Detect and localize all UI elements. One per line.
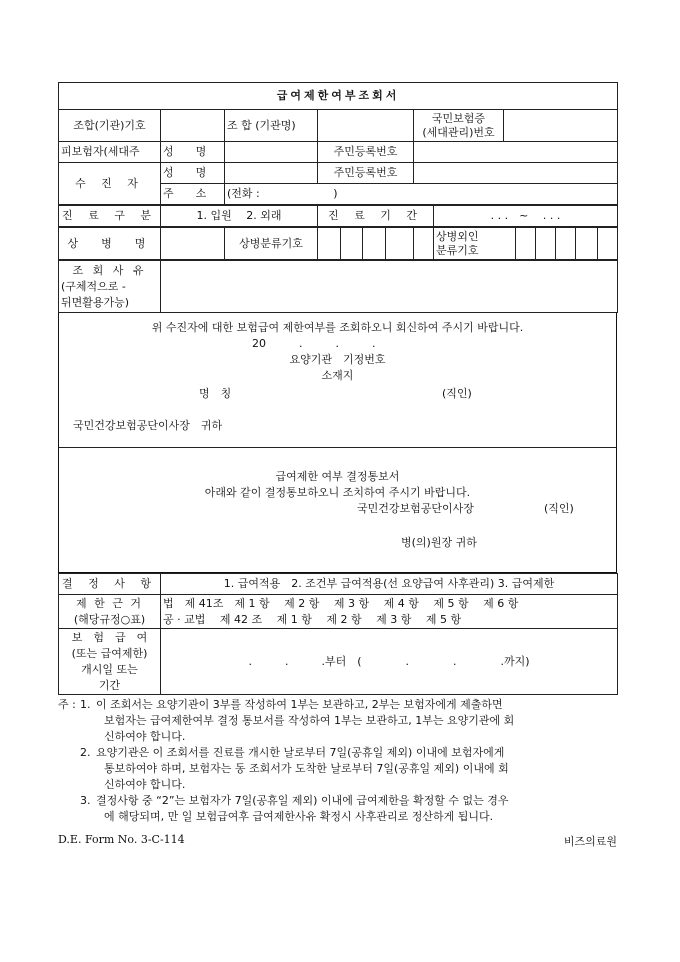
phone-label: (전화 :	[227, 187, 260, 200]
benefit-restriction-inquiry-form	[58, 82, 617, 849]
insurance-no-label-line2: (세대관리)번호	[422, 125, 495, 139]
note-item-3	[58, 793, 617, 825]
external-cause-label	[434, 228, 516, 260]
decision-options[interactable]: 1. 급여적용 2. 조건부 급여적용(선 요양급여 사후관리) 3. 급여제한	[161, 574, 618, 595]
treatment-period-label: 진 료 기 간	[318, 206, 434, 227]
inquiry-reason-label	[59, 261, 161, 313]
inquiry-request-section	[58, 313, 617, 448]
external-cause-label-line2: 분류기호	[436, 243, 479, 257]
treatment-period-field[interactable]: . . . ~ . . .	[434, 206, 618, 227]
note-line: 신하여야 합니다.	[104, 778, 186, 791]
disease-name-field[interactable]	[161, 228, 225, 260]
decision-notice-sender: 국민건강보험공단이사장	[357, 502, 474, 515]
inquiry-reason-label-line2: (구체적으로 -	[61, 279, 126, 293]
inquiry-reason-label-line3: 뒤면활용가능)	[61, 295, 130, 309]
note-line: 신하여야 합니다.	[104, 730, 186, 743]
disease-code-box[interactable]	[318, 228, 341, 260]
decision-notice-title: 급여제한 여부 결정통보서	[275, 470, 400, 483]
external-code-box[interactable]	[536, 228, 556, 260]
disease-code-box[interactable]	[363, 228, 386, 260]
restriction-basis-label	[59, 595, 161, 629]
note-text	[96, 745, 509, 793]
form-number: D.E. Form No. 3-C-114	[58, 833, 185, 846]
note-line: 에 해당되며, 만 일 보험급여후 급여제한사유 확정시 사후관리로 정산하게 됩니다.	[104, 810, 494, 823]
disease-code-box[interactable]	[414, 228, 434, 260]
restriction-basis-options[interactable]	[161, 595, 618, 629]
external-code-box[interactable]	[516, 228, 536, 260]
note-text	[96, 793, 508, 825]
decision-notice-section	[58, 448, 617, 573]
benefit-period-field[interactable]: . . .부터 ( . . .까지)	[161, 629, 618, 695]
institution-name-label: 명 칭	[199, 387, 232, 400]
treatment-table	[58, 205, 618, 227]
decision-notice-sentence: 아래와 같이 결정통보하오니 조치하여 주시기 바랍니다.	[204, 486, 471, 499]
publisher-name: 비즈의료원	[563, 835, 617, 848]
disease-table	[58, 227, 618, 260]
note-line: 통보하여야 하며, 보험자는 동 조회서가 도착한 날로부터 7일(공휴일 제외) 이내에 회	[104, 762, 509, 775]
patient-label: 수 진 자	[59, 163, 161, 205]
form-header-table	[58, 82, 618, 205]
disease-name-label: 상 병 명	[59, 228, 161, 260]
patient-name-field[interactable]	[225, 163, 318, 184]
insurance-no-label	[414, 110, 504, 142]
note-line: 결정사항 중 “2”는 보험자가 7일(공휴일 제외) 이내에 급여제한을 확정할 수 없는 경우	[96, 794, 509, 807]
institution-number-label: 요양기관 기정번호	[289, 353, 386, 366]
disease-code-box[interactable]	[386, 228, 414, 260]
decision-notice-seal: (직인)	[544, 502, 574, 515]
note-line: 요양기관은 이 조회서를 진료를 개시한 날로부터 7일(공휴일 제외) 이내에 보험자에게	[96, 746, 505, 759]
restriction-basis-line1[interactable]: 법 제 41조 제 1 항 제 2 항 제 3 항 제 4 항 제 5 항 제 6 항	[163, 596, 519, 610]
insured-rrn-label: 주민등록번호	[318, 142, 414, 163]
insurance-no-label-line1: 국민보험증	[431, 111, 486, 125]
institution-seal: (직인)	[442, 387, 472, 400]
disease-code-box[interactable]	[341, 228, 363, 260]
note-line: 보험자는 급여제한여부 결정 통보서를 작성하여 1부는 보관하고, 1부는 요양기관에 회	[104, 714, 515, 727]
disease-class-code-label: 상병분류기호	[225, 228, 318, 260]
union-name-label: 조 합 (기관명)	[225, 110, 318, 142]
insured-rrn-field[interactable]	[414, 142, 618, 163]
note-line: 이 조회서는 요양기관이 3부를 작성하여 1부는 보관하고, 2부는 보험자에게 제출하면	[96, 698, 503, 711]
external-cause-label-line1: 상병외인	[436, 229, 479, 243]
union-code-field[interactable]	[161, 110, 225, 142]
note-item-2	[58, 745, 617, 793]
request-date[interactable]: 20 . . .	[252, 337, 376, 350]
decision-label: 결 정 사 항	[59, 574, 161, 595]
insured-label: 피보험자(세대주	[59, 142, 161, 163]
insured-name-label: 성 명	[161, 142, 225, 163]
benefit-period-label-line2: (또는 급여제한)	[71, 646, 148, 660]
patient-rrn-field[interactable]	[414, 163, 618, 184]
treatment-type-options[interactable]: 1. 입원 2. 외래	[161, 206, 318, 227]
decision-table	[58, 573, 618, 695]
patient-address-label: 주 소	[161, 184, 225, 205]
benefit-period-label-line1: 보 험 급 여	[71, 630, 148, 644]
phone-close: )	[333, 187, 338, 200]
external-code-box[interactable]	[598, 228, 618, 260]
patient-rrn-label: 주민등록번호	[318, 163, 414, 184]
inquiry-reason-field[interactable]	[161, 261, 618, 313]
external-code-box[interactable]	[576, 228, 598, 260]
note-number: 2.	[80, 746, 91, 759]
inquiry-reason-label-line1: 조 회 사 유	[72, 263, 147, 277]
external-code-box[interactable]	[556, 228, 576, 260]
form-title: 급여제한여부조회서	[59, 83, 618, 110]
patient-name-label: 성 명	[161, 163, 225, 184]
reason-table	[58, 260, 618, 313]
note-text	[96, 697, 514, 745]
notes-prefix: 주 :	[58, 698, 76, 711]
insurance-no-field[interactable]	[504, 110, 618, 142]
patient-address-field[interactable]	[225, 184, 618, 205]
restriction-basis-label-line2: (해당규정○표)	[73, 612, 146, 626]
page-footer	[58, 833, 617, 849]
notes-section	[58, 697, 617, 825]
benefit-period-label-line4: 기간	[98, 678, 121, 692]
treatment-type-label: 진 료 구 분	[59, 206, 161, 227]
union-name-field[interactable]	[318, 110, 414, 142]
request-recipient: 국민건강보험공단이사장 귀하	[73, 419, 223, 432]
insured-name-field[interactable]	[225, 142, 318, 163]
restriction-basis-label-line1: 제 한 근 거	[76, 596, 143, 610]
decision-notice-recipient: 병(의)원장 귀하	[401, 536, 477, 549]
request-sentence: 위 수진자에 대한 보험급여 제한여부를 조회하오니 회신하여 주시기 바랍니다.	[151, 321, 524, 334]
restriction-basis-line2[interactable]: 공 · 교법 제 42 조 제 1 항 제 2 항 제 3 항 제 5 항	[163, 612, 462, 626]
note-number: 3.	[80, 794, 91, 807]
benefit-period-label-line3: 개시일 또는	[81, 662, 138, 676]
institution-location-label: 소재지	[321, 369, 354, 382]
union-code-label: 조합(기관)기호	[59, 110, 161, 142]
note-number: 1.	[80, 698, 91, 711]
benefit-period-label	[59, 629, 161, 695]
note-item-1	[58, 697, 617, 745]
